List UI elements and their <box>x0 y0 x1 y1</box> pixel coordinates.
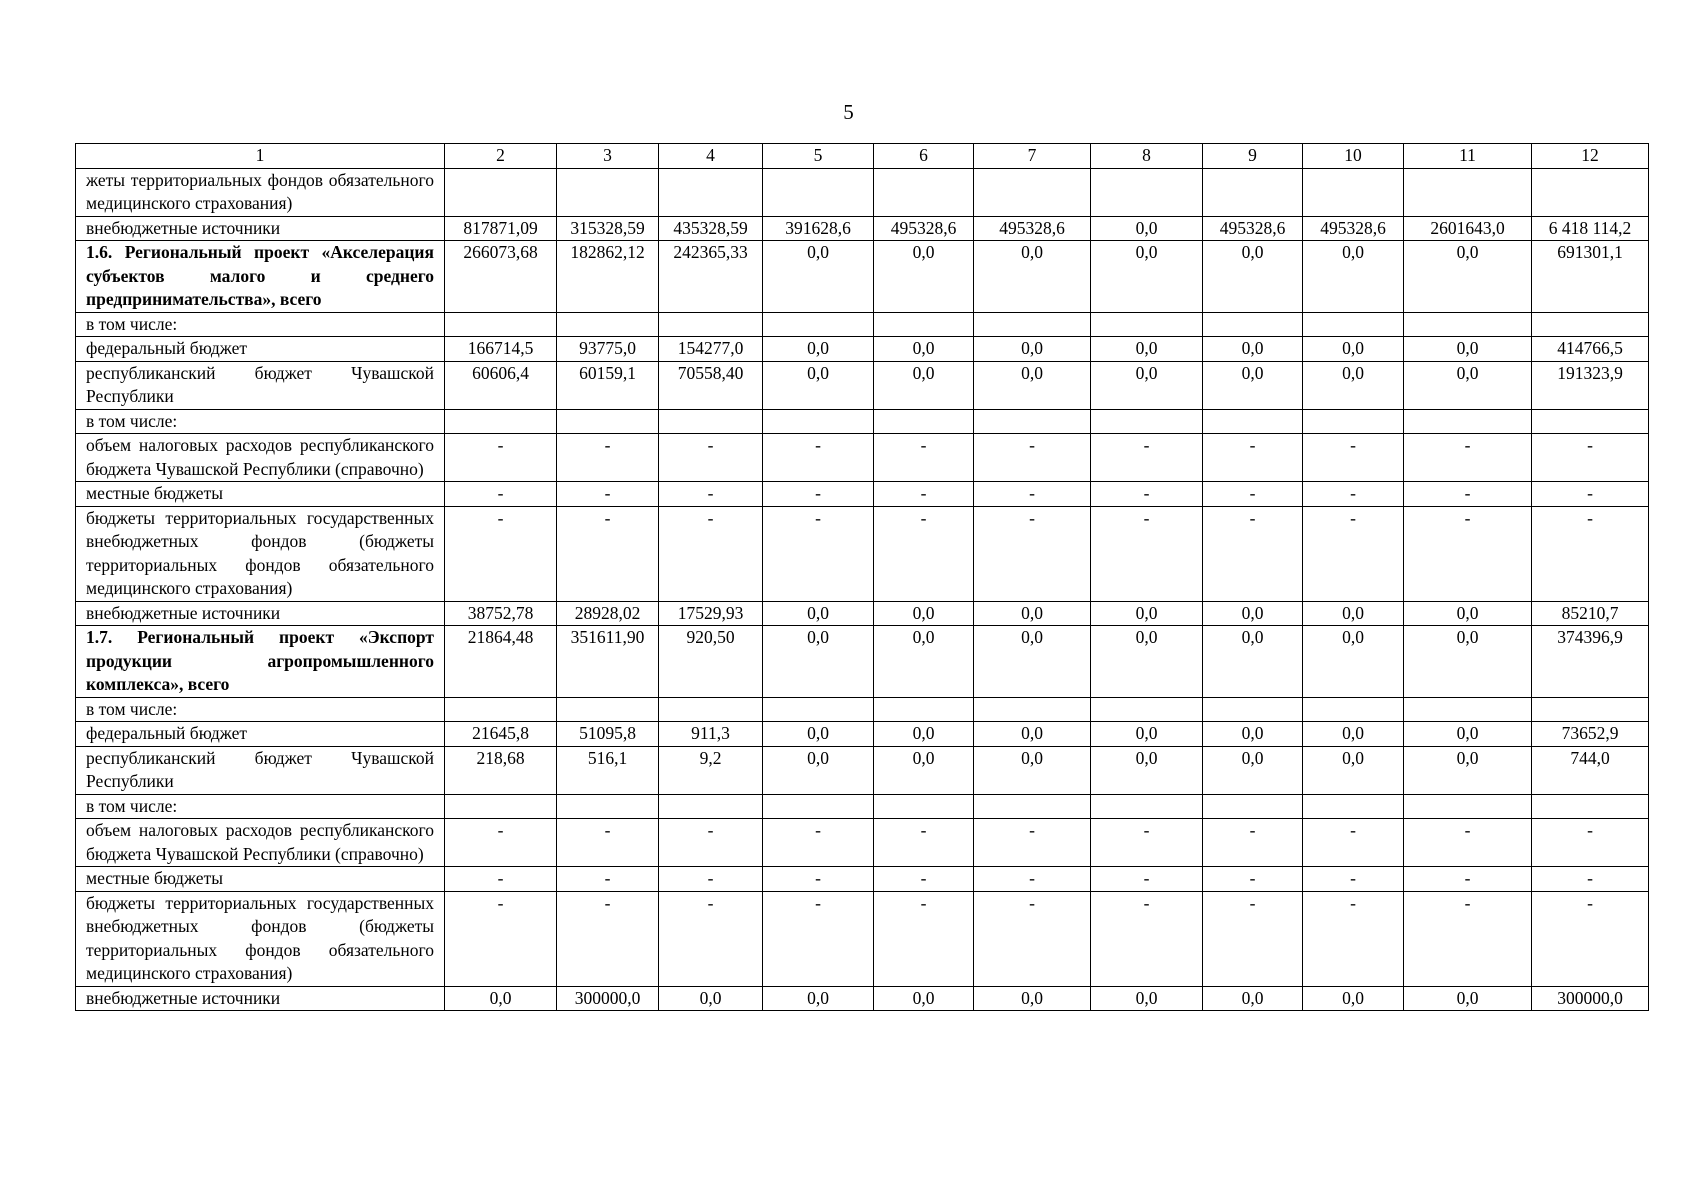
value-cell: - <box>874 891 974 986</box>
column-number-cell: 12 <box>1532 144 1649 169</box>
value-cell: 0,0 <box>974 601 1091 626</box>
value-cell: 93775,0 <box>557 337 659 362</box>
value-cell: 73652,9 <box>1532 722 1649 747</box>
value-cell: 0,0 <box>1203 241 1303 313</box>
value-cell <box>763 168 874 216</box>
value-cell: - <box>763 434 874 482</box>
table-row <box>76 361 1649 409</box>
value-cell: 85210,7 <box>1532 601 1649 626</box>
row-label-cell: внебюджетные источники <box>76 216 445 241</box>
value-cell <box>1404 312 1532 337</box>
value-cell: 0,0 <box>763 722 874 747</box>
column-number-cell: 4 <box>659 144 763 169</box>
value-cell: 154277,0 <box>659 337 763 362</box>
value-cell <box>557 409 659 434</box>
value-cell: 242365,33 <box>659 241 763 313</box>
value-cell: 38752,78 <box>445 601 557 626</box>
value-cell: 315328,59 <box>557 216 659 241</box>
value-cell: - <box>1404 867 1532 892</box>
value-cell: 691301,1 <box>1532 241 1649 313</box>
value-cell: 6 418 114,2 <box>1532 216 1649 241</box>
value-cell: 0,0 <box>1404 601 1532 626</box>
value-cell <box>1203 168 1303 216</box>
value-cell <box>1532 794 1649 819</box>
value-cell: - <box>1303 506 1404 601</box>
row-label-cell: 1.7. Региональный проект «Экспорт продукции агропромышленного комплекса», всего <box>76 626 445 698</box>
value-cell: - <box>1303 434 1404 482</box>
row-label-cell: бюджеты территориальных государственных внебюджетных фондов (бюджеты территориальных фондов обязательного медицинского страхования) <box>76 891 445 986</box>
value-cell: - <box>659 819 763 867</box>
value-cell: 0,0 <box>1091 241 1203 313</box>
column-number-cell: 9 <box>1203 144 1303 169</box>
value-cell: 17529,93 <box>659 601 763 626</box>
value-cell: 495328,6 <box>874 216 974 241</box>
value-cell: 191323,9 <box>1532 361 1649 409</box>
value-cell: - <box>659 867 763 892</box>
value-cell: - <box>974 867 1091 892</box>
value-cell <box>659 794 763 819</box>
value-cell: 300000,0 <box>1532 986 1649 1011</box>
value-cell: - <box>1203 819 1303 867</box>
table-row <box>76 409 1649 434</box>
value-cell <box>974 168 1091 216</box>
value-cell <box>1404 794 1532 819</box>
value-cell: 51095,8 <box>557 722 659 747</box>
row-label-cell: в том числе: <box>76 409 445 434</box>
value-cell: 182862,12 <box>557 241 659 313</box>
value-cell <box>763 409 874 434</box>
value-cell <box>874 697 974 722</box>
value-cell: 0,0 <box>1404 986 1532 1011</box>
value-cell: 495328,6 <box>974 216 1091 241</box>
value-cell: 911,3 <box>659 722 763 747</box>
row-label-cell: местные бюджеты <box>76 867 445 892</box>
table-row <box>76 337 1649 362</box>
value-cell: - <box>557 819 659 867</box>
row-label-cell: федеральный бюджет <box>76 722 445 747</box>
value-cell: 0,0 <box>1203 746 1303 794</box>
table-row <box>76 626 1649 698</box>
value-cell: 435328,59 <box>659 216 763 241</box>
value-cell: - <box>1091 819 1203 867</box>
column-number-cell: 5 <box>763 144 874 169</box>
value-cell <box>874 794 974 819</box>
value-cell: 218,68 <box>445 746 557 794</box>
value-cell: - <box>974 482 1091 507</box>
value-cell: 9,2 <box>659 746 763 794</box>
value-cell: 0,0 <box>974 722 1091 747</box>
value-cell: - <box>1091 434 1203 482</box>
value-cell <box>763 312 874 337</box>
value-cell: - <box>1404 819 1532 867</box>
value-cell <box>1303 697 1404 722</box>
value-cell <box>1532 697 1649 722</box>
value-cell: 0,0 <box>874 626 974 698</box>
value-cell: - <box>1303 867 1404 892</box>
value-cell: 0,0 <box>1091 216 1203 241</box>
table-row <box>76 794 1649 819</box>
value-cell: 391628,6 <box>763 216 874 241</box>
value-cell: 0,0 <box>1404 746 1532 794</box>
table-row <box>76 506 1649 601</box>
value-cell: 0,0 <box>1203 361 1303 409</box>
value-cell <box>1532 409 1649 434</box>
value-cell: 70558,40 <box>659 361 763 409</box>
column-number-cell: 3 <box>557 144 659 169</box>
value-cell: 0,0 <box>1303 626 1404 698</box>
value-cell: 0,0 <box>974 241 1091 313</box>
column-number-cell: 8 <box>1091 144 1203 169</box>
value-cell: 0,0 <box>1203 986 1303 1011</box>
value-cell: 21645,8 <box>445 722 557 747</box>
column-number-cell: 2 <box>445 144 557 169</box>
row-label-cell: в том числе: <box>76 697 445 722</box>
value-cell <box>874 168 974 216</box>
value-cell <box>1091 168 1203 216</box>
row-label-cell: федеральный бюджет <box>76 337 445 362</box>
value-cell <box>1203 409 1303 434</box>
value-cell <box>1532 168 1649 216</box>
value-cell: 0,0 <box>1091 361 1203 409</box>
value-cell <box>1303 168 1404 216</box>
value-cell: 0,0 <box>974 986 1091 1011</box>
column-number-cell: 1 <box>76 144 445 169</box>
value-cell: 0,0 <box>874 361 974 409</box>
value-cell <box>974 409 1091 434</box>
value-cell: 374396,9 <box>1532 626 1649 698</box>
value-cell: - <box>1532 506 1649 601</box>
value-cell <box>659 312 763 337</box>
value-cell: - <box>1203 482 1303 507</box>
table-row <box>76 312 1649 337</box>
value-cell: - <box>763 891 874 986</box>
value-cell <box>1404 168 1532 216</box>
value-cell: 2601643,0 <box>1404 216 1532 241</box>
row-label-cell: республиканский бюджет Чувашской Республики <box>76 361 445 409</box>
table-row <box>76 216 1649 241</box>
value-cell: 0,0 <box>763 601 874 626</box>
row-label-cell: внебюджетные источники <box>76 601 445 626</box>
value-cell: 0,0 <box>659 986 763 1011</box>
row-label-cell: жеты территориальных фондов обязательного медицинского страхования) <box>76 168 445 216</box>
value-cell <box>445 168 557 216</box>
value-cell <box>874 409 974 434</box>
value-cell: - <box>874 506 974 601</box>
value-cell <box>1091 409 1203 434</box>
budget-table <box>75 143 1649 1011</box>
value-cell: 0,0 <box>1091 626 1203 698</box>
value-cell: - <box>1532 819 1649 867</box>
value-cell: - <box>1091 867 1203 892</box>
value-cell: 0,0 <box>1303 986 1404 1011</box>
value-cell <box>974 312 1091 337</box>
value-cell: 0,0 <box>763 746 874 794</box>
value-cell: 0,0 <box>445 986 557 1011</box>
value-cell <box>974 794 1091 819</box>
value-cell: - <box>874 819 974 867</box>
value-cell: 0,0 <box>1303 601 1404 626</box>
value-cell <box>445 794 557 819</box>
value-cell: 0,0 <box>763 986 874 1011</box>
value-cell: 300000,0 <box>557 986 659 1011</box>
value-cell <box>1203 312 1303 337</box>
row-label-cell: объем налоговых расходов республиканского бюджета Чувашской Республики (справочно) <box>76 819 445 867</box>
value-cell: 0,0 <box>1203 601 1303 626</box>
value-cell: 0,0 <box>874 986 974 1011</box>
value-cell <box>1091 312 1203 337</box>
value-cell: - <box>1404 482 1532 507</box>
value-cell: 495328,6 <box>1203 216 1303 241</box>
value-cell: 0,0 <box>1091 746 1203 794</box>
value-cell: - <box>1303 819 1404 867</box>
value-cell: - <box>1532 867 1649 892</box>
value-cell: 0,0 <box>763 626 874 698</box>
value-cell: 0,0 <box>874 722 974 747</box>
row-label-cell: объем налоговых расходов республиканского бюджета Чувашской Республики (справочно) <box>76 434 445 482</box>
value-cell: 0,0 <box>1404 722 1532 747</box>
value-cell <box>763 697 874 722</box>
value-cell: - <box>1203 506 1303 601</box>
value-cell: 0,0 <box>1303 337 1404 362</box>
row-label-cell: республиканский бюджет Чувашской Республики <box>76 746 445 794</box>
value-cell <box>1303 409 1404 434</box>
value-cell: - <box>1532 482 1649 507</box>
value-cell: - <box>1091 506 1203 601</box>
value-cell: 0,0 <box>1091 722 1203 747</box>
value-cell: 0,0 <box>874 601 974 626</box>
value-cell: - <box>659 434 763 482</box>
value-cell <box>1091 794 1203 819</box>
value-cell: 166714,5 <box>445 337 557 362</box>
value-cell: 0,0 <box>1404 241 1532 313</box>
value-cell: 0,0 <box>1091 337 1203 362</box>
value-cell: 516,1 <box>557 746 659 794</box>
value-cell: - <box>763 819 874 867</box>
table-row <box>76 867 1649 892</box>
table-row <box>76 697 1649 722</box>
value-cell: - <box>445 434 557 482</box>
value-cell: 21864,48 <box>445 626 557 698</box>
value-cell: - <box>763 482 874 507</box>
value-cell: - <box>974 506 1091 601</box>
value-cell <box>557 794 659 819</box>
value-cell: 0,0 <box>1203 722 1303 747</box>
value-cell <box>445 312 557 337</box>
value-cell <box>1303 312 1404 337</box>
value-cell: 0,0 <box>1203 626 1303 698</box>
value-cell: 0,0 <box>1303 746 1404 794</box>
table-row <box>76 241 1649 313</box>
table-row <box>76 601 1649 626</box>
value-cell: 351611,90 <box>557 626 659 698</box>
row-label-cell: бюджеты территориальных государственных внебюджетных фондов (бюджеты территориальных фондов обязательного медицинского страхования) <box>76 506 445 601</box>
value-cell <box>557 312 659 337</box>
value-cell: 0,0 <box>1203 337 1303 362</box>
value-cell: - <box>874 482 974 507</box>
value-cell <box>557 697 659 722</box>
value-cell <box>763 794 874 819</box>
value-cell <box>659 697 763 722</box>
value-cell <box>1303 794 1404 819</box>
value-cell: 817871,09 <box>445 216 557 241</box>
value-cell: 0,0 <box>763 241 874 313</box>
value-cell: - <box>1203 867 1303 892</box>
value-cell: - <box>445 482 557 507</box>
value-cell: - <box>445 867 557 892</box>
column-number-cell: 6 <box>874 144 974 169</box>
value-cell: - <box>1404 506 1532 601</box>
value-cell: - <box>1091 891 1203 986</box>
value-cell: - <box>974 819 1091 867</box>
table-row <box>76 986 1649 1011</box>
value-cell: 0,0 <box>1303 241 1404 313</box>
table-header-row <box>76 144 1649 169</box>
table-row <box>76 168 1649 216</box>
value-cell: - <box>1532 434 1649 482</box>
value-cell: 0,0 <box>974 746 1091 794</box>
value-cell <box>1203 697 1303 722</box>
value-cell: - <box>1532 891 1649 986</box>
value-cell <box>445 409 557 434</box>
table-row <box>76 722 1649 747</box>
value-cell <box>1203 794 1303 819</box>
row-label-cell: внебюджетные источники <box>76 986 445 1011</box>
value-cell: - <box>874 867 974 892</box>
value-cell: - <box>763 506 874 601</box>
value-cell: 0,0 <box>1404 337 1532 362</box>
value-cell: 0,0 <box>974 361 1091 409</box>
value-cell: - <box>557 891 659 986</box>
value-cell <box>1532 312 1649 337</box>
value-cell: 266073,68 <box>445 241 557 313</box>
value-cell: - <box>974 434 1091 482</box>
value-cell: 0,0 <box>874 241 974 313</box>
value-cell: 0,0 <box>974 337 1091 362</box>
value-cell: 0,0 <box>1091 986 1203 1011</box>
value-cell <box>1404 697 1532 722</box>
value-cell: - <box>445 506 557 601</box>
value-cell: - <box>659 482 763 507</box>
table-row <box>76 819 1649 867</box>
value-cell: - <box>445 891 557 986</box>
value-cell <box>445 697 557 722</box>
value-cell: 0,0 <box>1404 626 1532 698</box>
value-cell: 920,50 <box>659 626 763 698</box>
row-label-cell: 1.6. Региональный проект «Акселерация субъектов малого и среднего предпринимательства», всего <box>76 241 445 313</box>
value-cell: - <box>557 506 659 601</box>
value-cell <box>659 409 763 434</box>
value-cell: - <box>557 434 659 482</box>
row-label-cell: в том числе: <box>76 312 445 337</box>
value-cell: - <box>445 819 557 867</box>
value-cell: 0,0 <box>974 626 1091 698</box>
value-cell <box>557 168 659 216</box>
value-cell: - <box>1404 891 1532 986</box>
value-cell: 0,0 <box>763 361 874 409</box>
value-cell: - <box>557 482 659 507</box>
value-cell: - <box>1303 482 1404 507</box>
value-cell: - <box>974 891 1091 986</box>
value-cell <box>659 168 763 216</box>
value-cell <box>874 312 974 337</box>
value-cell: 60159,1 <box>557 361 659 409</box>
value-cell: - <box>557 867 659 892</box>
column-number-cell: 11 <box>1404 144 1532 169</box>
value-cell: 0,0 <box>1404 361 1532 409</box>
value-cell: 744,0 <box>1532 746 1649 794</box>
value-cell: 0,0 <box>874 746 974 794</box>
table-row <box>76 746 1649 794</box>
value-cell: - <box>1203 434 1303 482</box>
value-cell: - <box>1091 482 1203 507</box>
value-cell: - <box>874 434 974 482</box>
value-cell: 0,0 <box>1303 722 1404 747</box>
page-number: 5 <box>843 100 854 124</box>
value-cell <box>1091 697 1203 722</box>
value-cell: - <box>1303 891 1404 986</box>
value-cell: - <box>763 867 874 892</box>
value-cell: 0,0 <box>874 337 974 362</box>
table-row <box>76 891 1649 986</box>
value-cell: - <box>1404 434 1532 482</box>
value-cell: - <box>659 891 763 986</box>
value-cell <box>974 697 1091 722</box>
value-cell: 0,0 <box>763 337 874 362</box>
value-cell: 28928,02 <box>557 601 659 626</box>
column-number-cell: 7 <box>974 144 1091 169</box>
value-cell: 60606,4 <box>445 361 557 409</box>
row-label-cell: в том числе: <box>76 794 445 819</box>
value-cell: 495328,6 <box>1303 216 1404 241</box>
table-row <box>76 434 1649 482</box>
value-cell: 0,0 <box>1091 601 1203 626</box>
value-cell <box>1404 409 1532 434</box>
value-cell: - <box>1203 891 1303 986</box>
value-cell: 0,0 <box>1303 361 1404 409</box>
value-cell: - <box>659 506 763 601</box>
column-number-cell: 10 <box>1303 144 1404 169</box>
row-label-cell: местные бюджеты <box>76 482 445 507</box>
table-row <box>76 482 1649 507</box>
value-cell: 414766,5 <box>1532 337 1649 362</box>
